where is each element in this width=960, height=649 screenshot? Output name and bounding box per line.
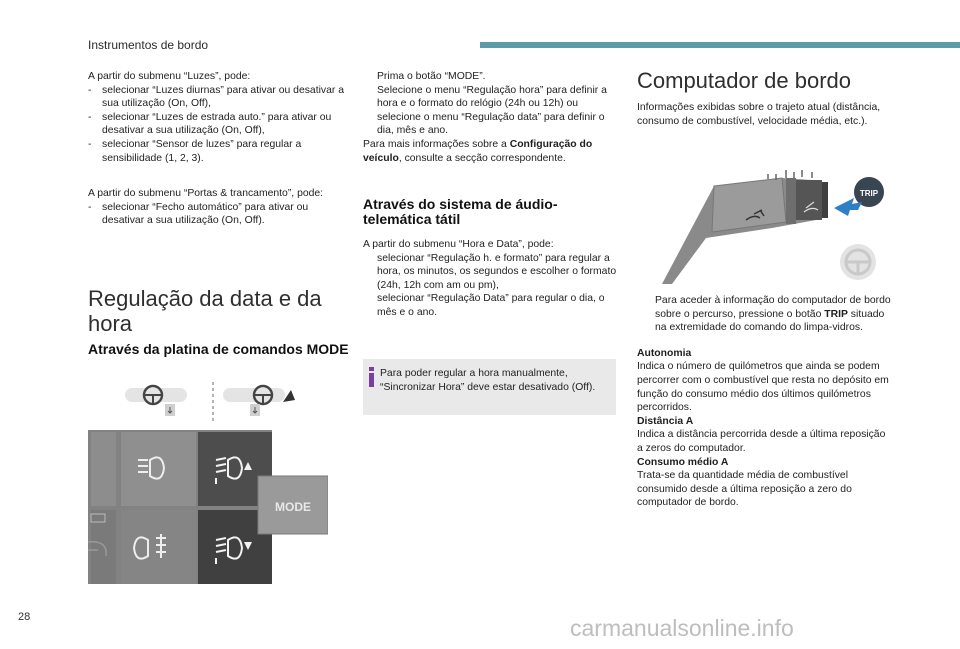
- middle-column: [363, 70, 619, 165]
- watermark: carmanualsonline.info: [570, 615, 794, 641]
- list-item: - selecionar “Luzes diurnas” para ativar ou desativar a sua utilização (On, Off),: [88, 84, 344, 110]
- list-item: - selecionar “Sensor de luzes” para regular a sensibilidade (1, 2, 3).: [88, 138, 302, 164]
- list-item: - selecionar “Fecho automático” para ativar ou desativar a sua utilização (On, Off).: [88, 201, 309, 227]
- more-info-text: Para mais informações sobre a Configuração do veículo, consulte a secção correspondente.: [363, 138, 593, 164]
- left-column: [88, 70, 350, 228]
- section-title: Instrumentos de bordo: [88, 38, 209, 52]
- middle-column-lower: [363, 238, 619, 320]
- trip-button-label: TRIP: [859, 189, 879, 198]
- list-item: Selecione o menu “Regulação hora” para definir a hora e o formato do relógio (24h ou 12h) ou selecione o menu “Regulação data” para definir o dia, mês e ano.: [377, 84, 607, 137]
- steering-wheel-icons: [125, 378, 310, 426]
- info-icon: [367, 367, 377, 387]
- distancia-title: Distância A: [637, 415, 694, 427]
- list-item: selecionar “Regulação h. e formato” para regular a hora, os minutos, os segundos e escolher o formato (24h, 12h com am ou pm),: [377, 252, 617, 291]
- consumo-text: Trata-se da quantidade média de combustível consumido desde a última reposição a zero do computador de bordo.: [637, 470, 852, 509]
- autonomia-title: Autonomia: [637, 347, 692, 359]
- list-item: Para aceder à informação do computador de bordo sobre o percurso, pressione o botão TRIP situado na extremidade do comando do limpa-vidros.: [655, 295, 891, 334]
- subheading-mode: Através da platina de comandos MODE: [88, 341, 349, 357]
- intro-portas: A partir do submenu “Portas & trancamento”, pode:: [88, 188, 324, 200]
- info-note-text: Para poder regular a hora manualmente, “Sincronizar Hora” deve estar desativado (Off).: [380, 368, 596, 393]
- list-item: Prima o botão “MODE”.: [377, 71, 486, 82]
- subheading-audio: Através do sistema de áudio-telemática tátil: [363, 196, 558, 227]
- wiper-stalk-image: [662, 168, 894, 286]
- right-intro: Informações exibidas sobre o trajeto atual (distância, consumo de combustível, velocidade média, etc.).: [637, 102, 881, 127]
- heading-computador: Computador de bordo: [637, 68, 852, 93]
- mode-button-label: MODE: [275, 500, 311, 514]
- list-item: selecionar “Regulação Data” para regular o dia, o mês e o ano.: [377, 293, 605, 318]
- autonomia-text: Indica o número de quilómetros que ainda se podem percorrer com o combustível que resta no depósito em função do consumo médio dos últimos quilómetros percorridos.: [637, 361, 889, 414]
- right-column-lower: [637, 294, 894, 510]
- intro-luzes: A partir do submenu “Luzes”, pode:: [88, 71, 251, 82]
- heading-data-hora: Regulação da data e da hora: [88, 286, 322, 336]
- page-number: 28: [18, 611, 31, 623]
- info-note-box: [363, 359, 616, 415]
- distancia-text: Indica a distância percorrida desde a última reposição a zeros do computador.: [637, 429, 886, 454]
- mode-control-panel: [88, 430, 328, 584]
- list-item: - selecionar “Luzes de estrada auto.” para ativar ou desativar a sua utilização (On, Off),: [88, 111, 332, 137]
- intro-hora-data: A partir do submenu “Hora e Data”, pode:: [363, 239, 554, 250]
- section-color-bar: [480, 42, 960, 48]
- consumo-title: Consumo médio A: [637, 456, 729, 468]
